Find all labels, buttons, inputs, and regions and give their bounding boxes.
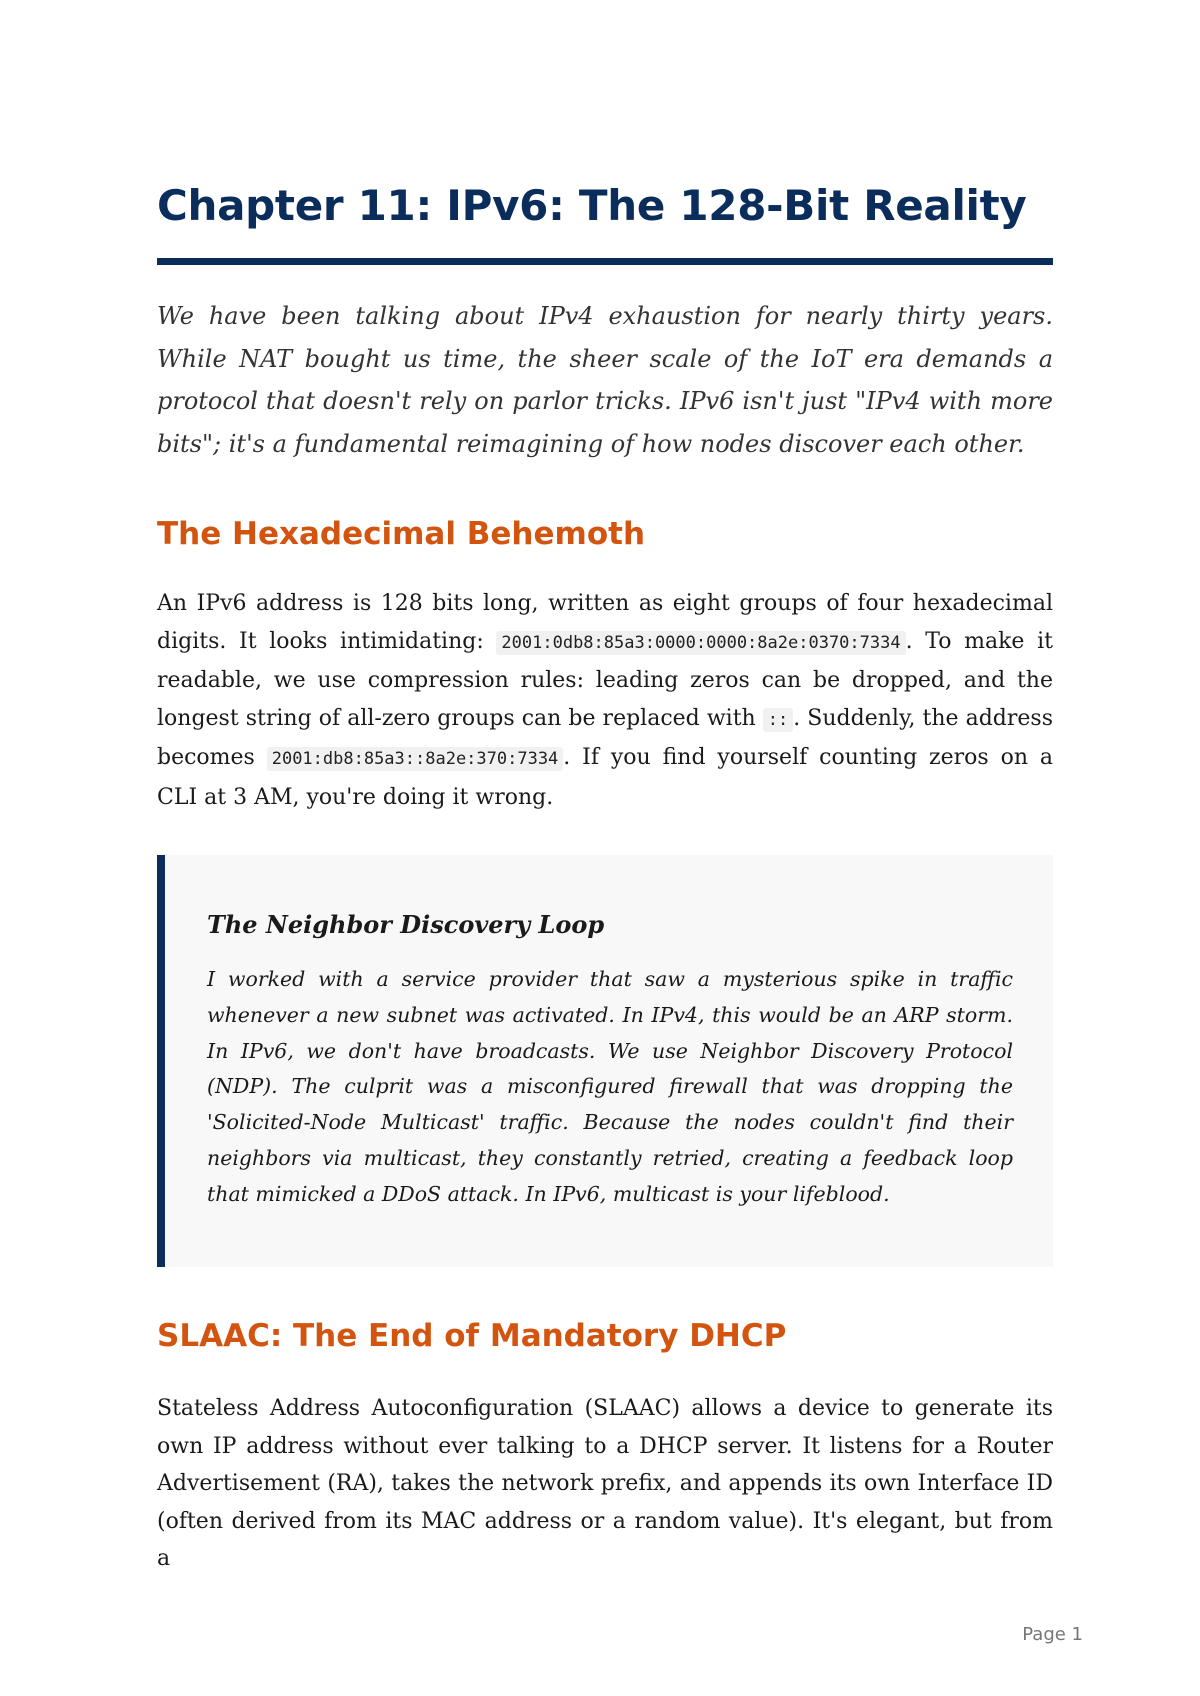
- section-paragraph-slaac: Stateless Address Autoconfiguration (SLAAC) allows a device to generate its own IP address without ever talking to a DHCP server. It listens for a Router Advertisement (RA), takes the network prefix, and appends its own Interface ID (often derived from its MAC address or a random value). It's elegant, but from a: [157, 1396, 1053, 1572]
- paragraph-text: . Suddenly, the address becomes: [157, 705, 1054, 771]
- section-heading-slaac: SLAAC: The End of Mandatory DHCP: [157, 1318, 787, 1354]
- code-double-colon: ::: [763, 708, 793, 732]
- intro-paragraph: We have been talking about IPv4 exhaustion for nearly thirty years. While NAT bought us time, the sheer scale of the IoT era demands a protocol that doesn't rely on parlor tricks. IPv6 isn't just "IPv4 with more bits"; it's a fundamental reimagining of how nodes discover each other.: [157, 302, 1053, 458]
- paragraph-text: An IPv6 address is 128 bits long, written as eight groups of four hexadecimal digits. It looks intimidating:: [157, 591, 1053, 654]
- page-number: Page 1: [1022, 1624, 1083, 1645]
- section-paragraph-hexadecimal: [157, 585, 1053, 817]
- callout-body: I worked with a service provider that saw a mysterious spike in traffic whenever a new subnet was activated. In IPv4, this would be an ARP storm. In IPv6, we don't have broadcasts. We use Neighbor Discovery Protocol (NDP). The culprit was a misconfigured firewall that was dropping the 'Solicited-Node Multicast' traffic. Because the nodes couldn't find their neighbors via multicast, they constantly retried, creating a feedback loop that mimicked a DDoS attack. In IPv6, multicast is your lifeblood.: [207, 967, 1013, 1206]
- chapter-title: Chapter 11: IPv6: The 128-Bit Reality: [157, 181, 1027, 230]
- code-full-address: 2001:0db8:85a3:0000:0000:8a2e:0370:7334: [496, 631, 905, 655]
- paragraph-text: . If you find yourself counting zeros on a CLI at 3 AM, you're doing it wrong.: [157, 745, 1053, 810]
- paragraph-text: . To make it readable, we use compression rules: leading zeros can be dropped, and the longest string of all-zero groups can be replaced with: [157, 628, 1053, 731]
- section-heading-hexadecimal: The Hexadecimal Behemoth: [157, 516, 646, 552]
- callout-title: The Neighbor Discovery Loop: [207, 910, 605, 939]
- code-compressed-address: 2001:db8:85a3::8a2e:370:7334: [267, 747, 564, 771]
- callout-box: [157, 855, 1053, 1267]
- title-divider: [157, 258, 1053, 265]
